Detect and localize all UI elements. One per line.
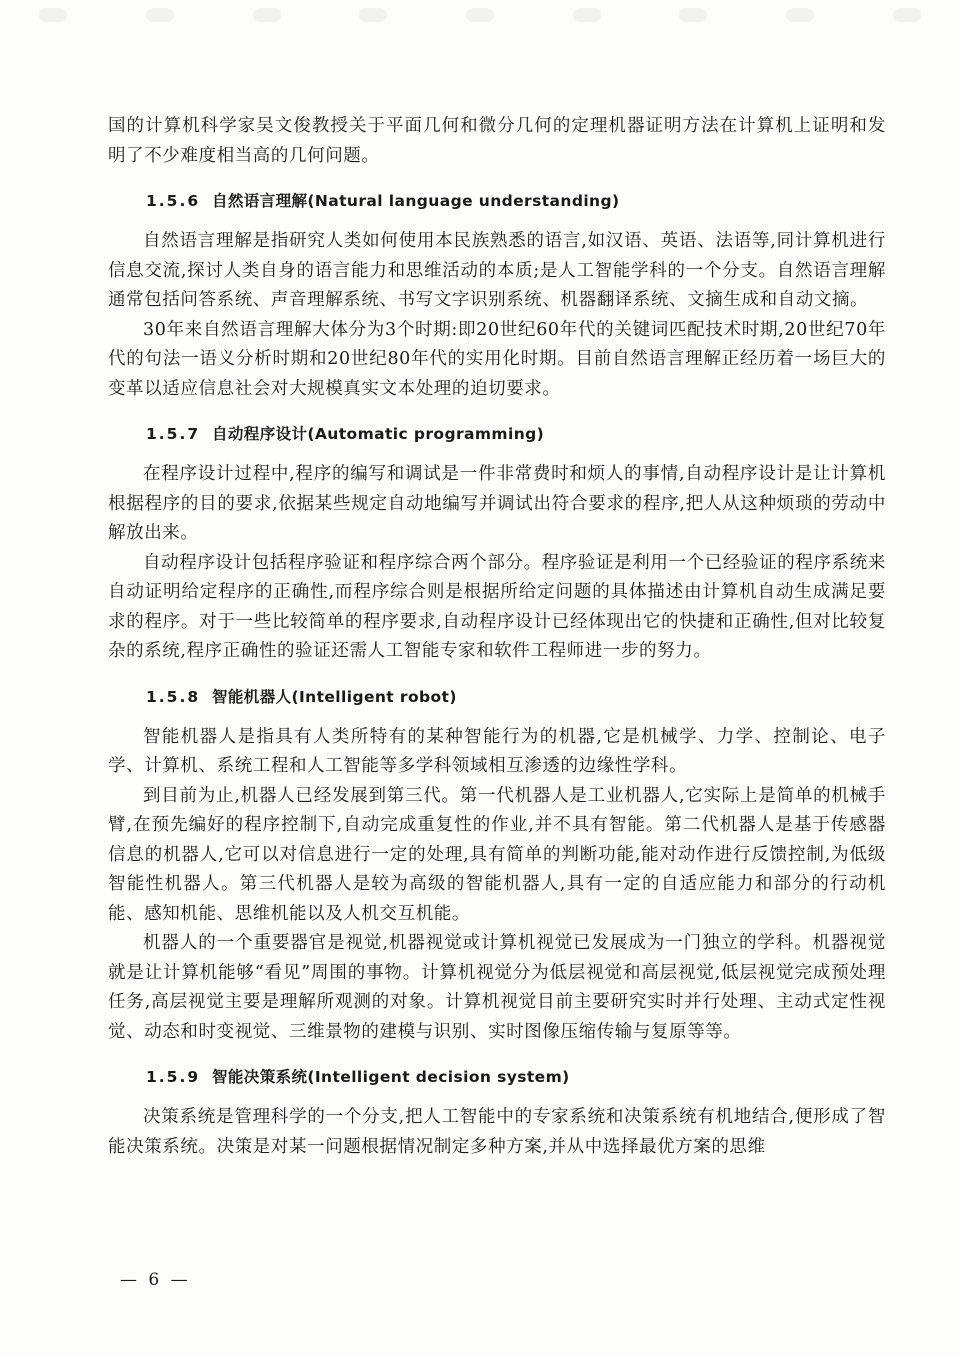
section-title: 智能机器人(Intelligent robot)	[212, 687, 457, 706]
paragraph: 到目前为止,机器人已经发展到第三代。第一代机器人是工业机器人,它实际上是简单的机械手臂,在预先编好的程序控制下,自动完成重复性的作业,并不具有智能。第二代机器人是基于传感器信息的机器人,它可以对信息进行一定的处理,具有简单的判断功能,能对动作进行反馈控制,为低级智能性机器人。第三代机器人是较为高级的智能机器人,具有一定的自适应能力和部分的行动机能、感知机能、思维机能以及人机交互机能。	[108, 785, 886, 924]
paragraph: 自动程序设计包括程序验证和程序综合两个部分。程序验证是利用一个已经验证的程序系统来自动证明给定程序的正确性,而程序综合则是根据所给定问题的具体描述由计算机自动生成满足要求的程序。对于一些比较简单的程序要求,自动程序设计已经体现出它的快捷和正确性,但对比较复杂的系统,程序正确性的验证还需人工智能专家和软件工程师进一步的努力。	[108, 552, 886, 661]
watermark-mark	[573, 8, 601, 22]
section-title: 自然语言理解(Natural language understanding)	[212, 192, 620, 210]
page-content	[108, 112, 886, 1162]
section-heading-1-5-7	[146, 422, 886, 444]
paragraph: 在程序设计过程中,程序的编写和调试是一件非常费时和烦人的事情,自动程序设计是让计算机根据程序的目的要求,依据某些规定自动地编写并调试出符合要求的程序,把人从这种烦琐的劳动中解放出来。	[108, 464, 886, 543]
section-number: 1.5.6	[146, 192, 201, 210]
paragraph: 决策系统是管理科学的一个分支,把人工智能中的专家系统和决策系统有机地结合,便形成了智能决策系统。决策是对某一问题根据情况制定多种方案,并从中选择最优方案的思维	[108, 1107, 886, 1157]
watermark-mark	[39, 8, 67, 22]
watermark-mark	[253, 8, 281, 22]
section-heading-1-5-8	[146, 685, 886, 707]
paragraph: 自然语言理解是指研究人类如何使用本民族熟悉的语言,如汉语、英语、法语等,同计算机进行信息交流,探讨人类自身的语言能力和思维活动的本质;是人工智能学科的一个分支。自然语言理解通常包括问答系统、声音理解系统、书写文字识别系统、机器翻译系统、文摘生成和自动文摘。	[108, 231, 886, 310]
section-number: 1.5.7	[146, 425, 201, 443]
watermark-mark	[359, 8, 387, 22]
section-heading-1-5-6	[146, 189, 886, 211]
intro-continuation-paragraph: 国的计算机科学家吴文俊教授关于平面几何和微分几何的定理机器证明方法在计算机上证明和发明了不少难度相当高的几何问题。	[108, 116, 886, 166]
watermark-mark	[466, 8, 494, 22]
section-number: 1.5.8	[146, 687, 201, 706]
section-title: 智能决策系统(Intelligent decision system)	[212, 1068, 570, 1086]
watermark-mark	[146, 8, 174, 22]
watermark-mark	[786, 8, 814, 22]
watermark-mark	[679, 8, 707, 22]
paragraph: 30年来自然语言理解大体分为3个时期:即20世纪60年代的关键词匹配技术时期,20世纪70年代的句法一语义分析时期和20世纪80年代的实用化时期。目前自然语言理解正经历着一场巨大的变革以适应信息社会对大规模真实文本处理的迫切要求。	[108, 319, 886, 399]
paragraph: 机器人的一个重要器官是视觉,机器视觉或计算机视觉已发展成为一门独立的学科。机器视觉就是让计算机能够“看见”周围的事物。计算机视觉分为低层视觉和高层视觉,低层视觉完成预处理任务,高层视觉主要是理解所观测的对象。计算机视觉目前主要研究实时并行处理、主动式定性视觉、动态和时变视觉、三维景物的建模与识别、实时图像压缩传输与复原等等。	[108, 933, 886, 1042]
page-number: — 6 —	[120, 1270, 191, 1290]
watermark-mark	[893, 8, 921, 22]
section-heading-1-5-9	[146, 1065, 886, 1087]
section-title: 自动程序设计(Automatic programming)	[212, 425, 545, 443]
section-number: 1.5.9	[146, 1068, 201, 1086]
paragraph: 智能机器人是指具有人类所特有的某种智能行为的机器,它是机械学、力学、控制论、电子学、计算机、系统工程和人工智能等多学科领域相互渗透的边缘性学科。	[108, 726, 886, 776]
watermark-strip	[0, 0, 960, 30]
